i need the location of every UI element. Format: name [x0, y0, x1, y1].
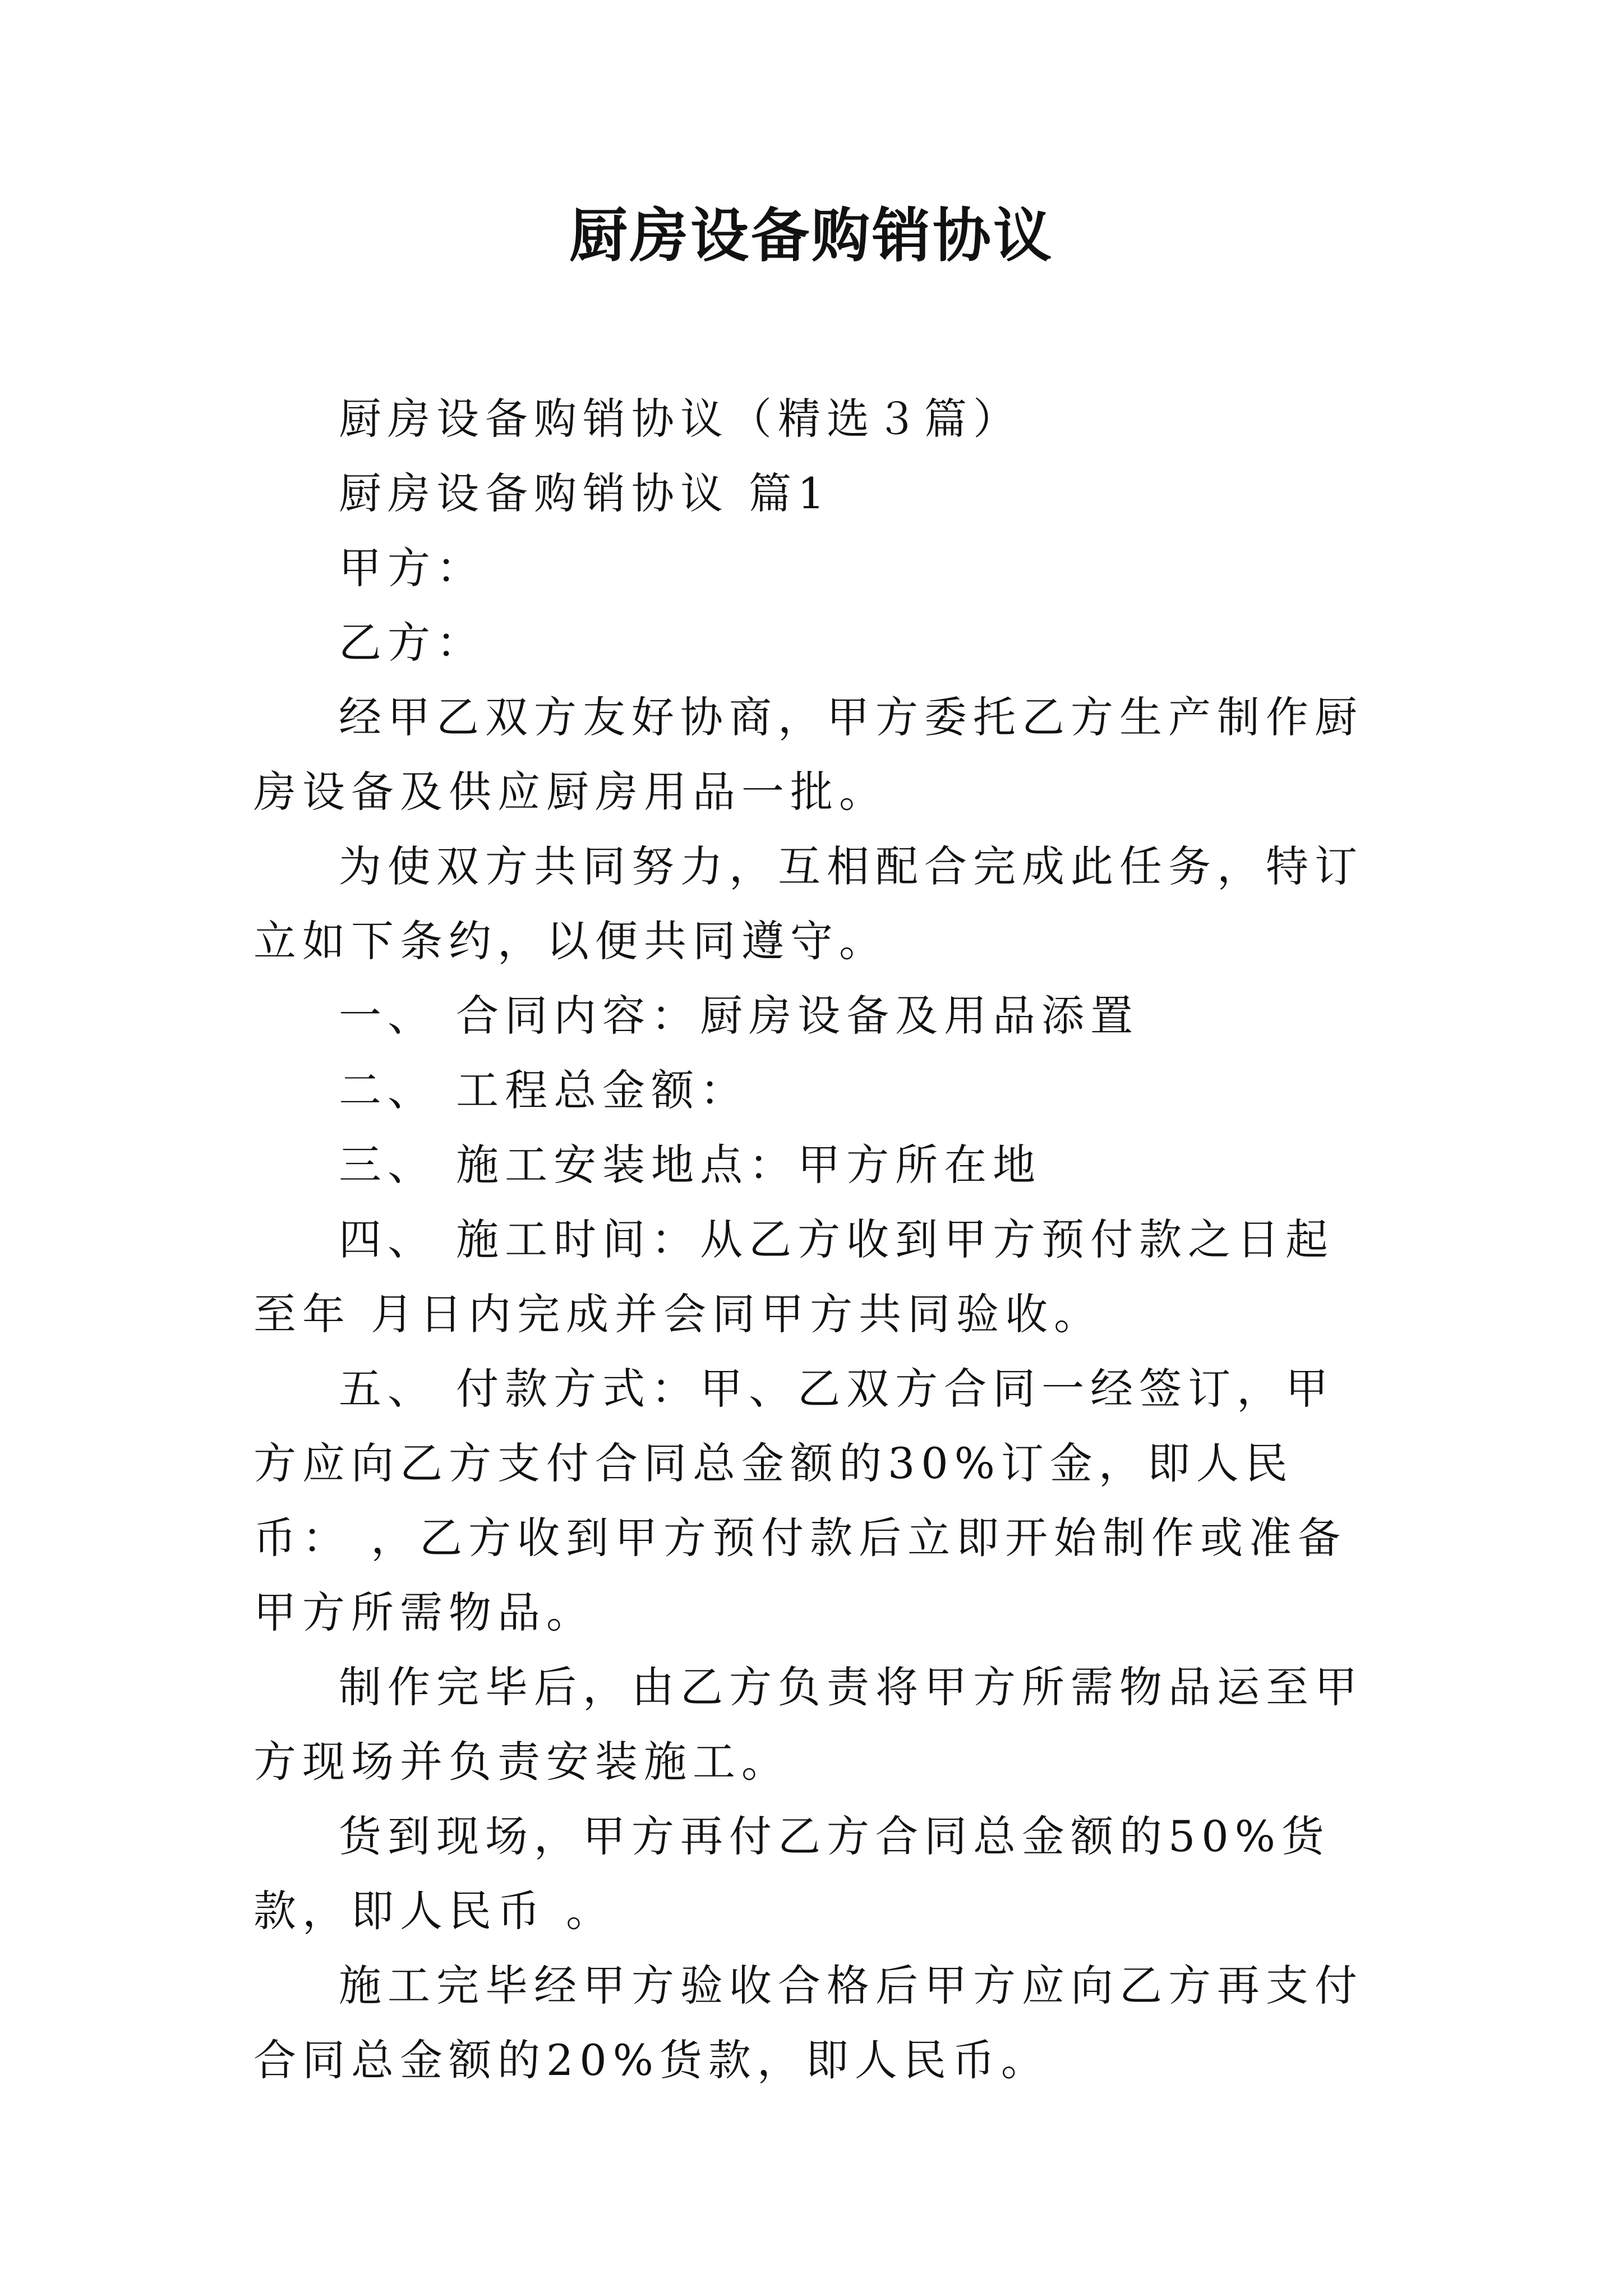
document-title: 厨房设备购销协议: [569, 201, 1054, 270]
paragraph-delivery-payment: 货到现场，甲方再付乙方合同总金额的50%货款，即人民币 。: [253, 1811, 1330, 1936]
paragraph-intro: 经甲乙双方友好协商，甲方委托乙方生产制作厨房设备及供应厨房用品一批。: [253, 692, 1363, 817]
paragraph-purpose: 为使双方共同努力，互相配合完成此任务，特订立如下条约，以便共同遵守。: [253, 841, 1363, 966]
clause-4-schedule: 四、 施工时间：从乙方收到甲方预付款之日起至年 月日内完成并会同甲方共同验收。: [253, 1214, 1335, 1339]
paragraph-subtitle: 厨房设备购销协议（精选３篇）: [339, 394, 1022, 444]
document-body: [253, 381, 1375, 2097]
clause-2-amount: 二、 工程总金额：: [339, 1065, 749, 1115]
paragraph-final-payment: 施工完毕经甲方验收合格后甲方应向乙方再支付合同总金额的20%货款，即人民币。: [253, 1961, 1363, 2085]
paragraph-section-heading: 厨房设备购销协议 篇1: [339, 468, 831, 518]
clause-5-payment: 五、 付款方式：甲、乙双方合同一经签订，甲方应向乙方支付合同总金额的30%订金，即人民币： ，乙方收到甲方预付款后立即开始制作或准备甲方所需物品。: [253, 1364, 1347, 1637]
clause-1-content: 一、 合同内容：厨房设备及用品添置: [339, 991, 1140, 1041]
paragraph-party-b: 乙方：: [339, 618, 485, 668]
paragraph-party-a: 甲方：: [339, 543, 485, 593]
clause-3-location: 三、 施工安装地点：甲方所在地: [339, 1140, 1042, 1190]
paragraph-installation: 制作完毕后，由乙方负责将甲方所需物品运至甲方现场并负责安装施工。: [253, 1662, 1363, 1787]
